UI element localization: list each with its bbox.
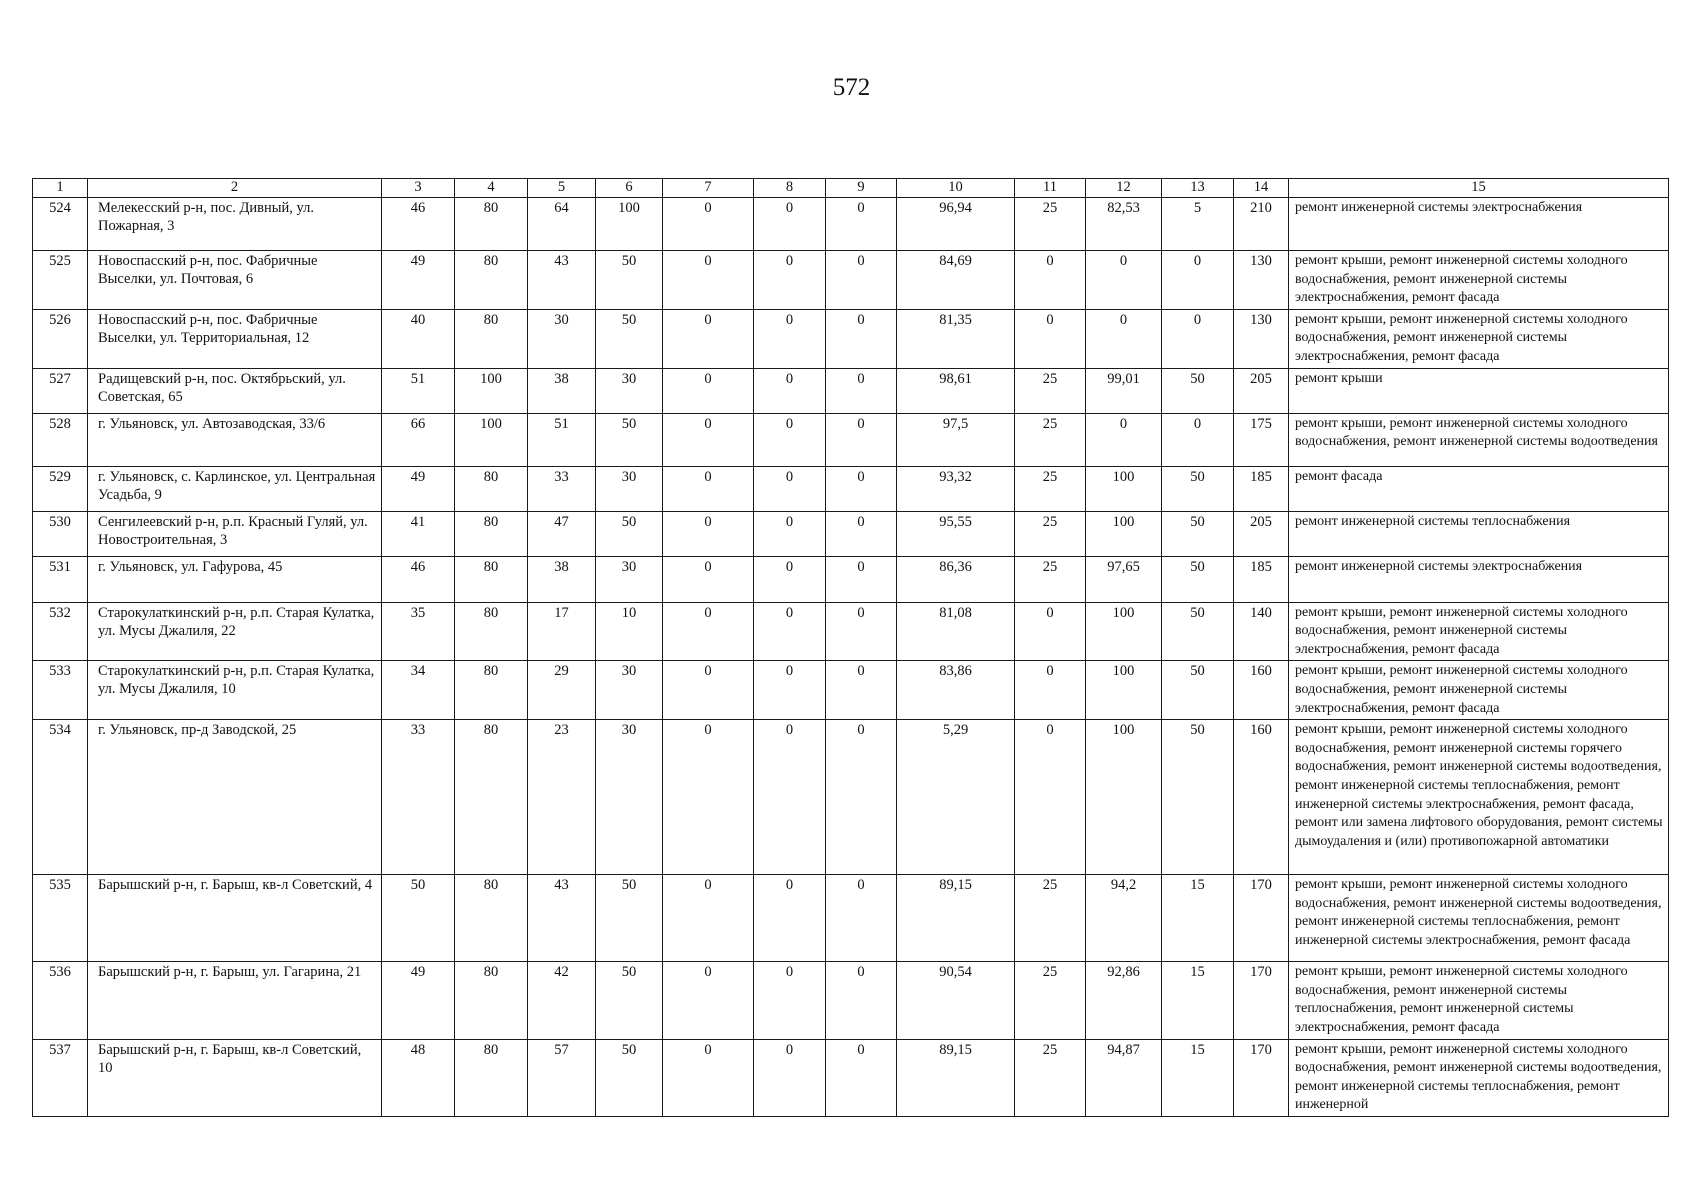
table-row (33, 511, 1669, 556)
value-cell-col-9: 0 (826, 1039, 897, 1116)
value-cell-col-3: 35 (382, 602, 455, 661)
value-cell-col-5: 38 (528, 556, 596, 602)
address-cell: Барышский р-н, г. Барыш, кв-л Советский, 10 (88, 1039, 382, 1116)
value-cell-col-4: 80 (455, 602, 528, 661)
address-cell: Радищевский р-н, пос. Октябрьский, ул. Советская, 65 (88, 368, 382, 413)
value-cell-col-13: 0 (1162, 309, 1234, 368)
value-cell-col-7: 0 (663, 368, 754, 413)
column-number-header: 7 (663, 179, 754, 198)
value-cell-col-12: 100 (1086, 466, 1162, 511)
table-row (33, 556, 1669, 602)
value-cell-col-13: 50 (1162, 511, 1234, 556)
works-list-cell: ремонт фасада (1289, 466, 1669, 511)
value-cell-col-12: 92,86 (1086, 962, 1162, 1039)
column-number-header: 13 (1162, 179, 1234, 198)
value-cell-col-3: 66 (382, 413, 455, 466)
value-cell-col-13: 15 (1162, 875, 1234, 962)
value-cell-col-3: 48 (382, 1039, 455, 1116)
table-row (33, 661, 1669, 720)
row-number-cell: 532 (33, 602, 88, 661)
value-cell-col-4: 80 (455, 1039, 528, 1116)
table-row (33, 1039, 1669, 1116)
column-number-header: 10 (897, 179, 1015, 198)
value-cell-col-13: 50 (1162, 602, 1234, 661)
value-cell-col-6: 50 (596, 413, 663, 466)
value-cell-col-10: 95,55 (897, 511, 1015, 556)
row-number-cell: 530 (33, 511, 88, 556)
value-cell-col-12: 0 (1086, 309, 1162, 368)
value-cell-col-3: 46 (382, 556, 455, 602)
value-cell-col-14: 140 (1234, 602, 1289, 661)
value-cell-col-11: 25 (1015, 198, 1086, 251)
column-number-header: 9 (826, 179, 897, 198)
works-list-cell: ремонт инженерной системы теплоснабжения (1289, 511, 1669, 556)
works-list-cell: ремонт крыши, ремонт инженерной системы холодного водоснабжения, ремонт инженерной системы электроснабжения, ремонт фасада (1289, 251, 1669, 310)
value-cell-col-3: 50 (382, 875, 455, 962)
value-cell-col-4: 100 (455, 368, 528, 413)
value-cell-col-11: 25 (1015, 556, 1086, 602)
table-row (33, 962, 1669, 1039)
column-number-header: 6 (596, 179, 663, 198)
value-cell-col-10: 86,36 (897, 556, 1015, 602)
column-number-header: 14 (1234, 179, 1289, 198)
value-cell-col-11: 0 (1015, 720, 1086, 875)
value-cell-col-11: 25 (1015, 875, 1086, 962)
value-cell-col-5: 23 (528, 720, 596, 875)
value-cell-col-7: 0 (663, 251, 754, 310)
row-number-cell: 526 (33, 309, 88, 368)
value-cell-col-5: 38 (528, 368, 596, 413)
value-cell-col-5: 33 (528, 466, 596, 511)
value-cell-col-12: 100 (1086, 661, 1162, 720)
value-cell-col-12: 94,87 (1086, 1039, 1162, 1116)
value-cell-col-9: 0 (826, 875, 897, 962)
table-row (33, 368, 1669, 413)
value-cell-col-14: 170 (1234, 875, 1289, 962)
value-cell-col-4: 100 (455, 413, 528, 466)
row-number-cell: 524 (33, 198, 88, 251)
value-cell-col-13: 50 (1162, 368, 1234, 413)
value-cell-col-5: 51 (528, 413, 596, 466)
value-cell-col-4: 80 (455, 556, 528, 602)
value-cell-col-5: 42 (528, 962, 596, 1039)
table-row (33, 602, 1669, 661)
value-cell-col-10: 83,86 (897, 661, 1015, 720)
value-cell-col-12: 100 (1086, 511, 1162, 556)
works-list-cell: ремонт крыши, ремонт инженерной системы холодного водоснабжения, ремонт инженерной системы электроснабжения, ремонт фасада (1289, 309, 1669, 368)
value-cell-col-7: 0 (663, 602, 754, 661)
value-cell-col-9: 0 (826, 368, 897, 413)
value-cell-col-9: 0 (826, 466, 897, 511)
row-number-cell: 531 (33, 556, 88, 602)
address-cell: г. Ульяновск, ул. Автозаводская, 33/6 (88, 413, 382, 466)
value-cell-col-6: 50 (596, 962, 663, 1039)
column-number-header: 4 (455, 179, 528, 198)
value-cell-col-7: 0 (663, 962, 754, 1039)
value-cell-col-9: 0 (826, 720, 897, 875)
works-list-cell: ремонт крыши, ремонт инженерной системы холодного водоснабжения, ремонт инженерной системы водоотведения (1289, 413, 1669, 466)
value-cell-col-11: 0 (1015, 309, 1086, 368)
value-cell-col-9: 0 (826, 251, 897, 310)
value-cell-col-8: 0 (754, 720, 826, 875)
value-cell-col-12: 97,65 (1086, 556, 1162, 602)
address-cell: г. Ульяновск, с. Карлинское, ул. Центральная Усадьба, 9 (88, 466, 382, 511)
value-cell-col-8: 0 (754, 251, 826, 310)
works-list-cell: ремонт инженерной системы электроснабжения (1289, 198, 1669, 251)
value-cell-col-14: 205 (1234, 368, 1289, 413)
value-cell-col-4: 80 (455, 875, 528, 962)
row-number-cell: 537 (33, 1039, 88, 1116)
value-cell-col-6: 10 (596, 602, 663, 661)
column-number-header: 12 (1086, 179, 1162, 198)
value-cell-col-8: 0 (754, 1039, 826, 1116)
value-cell-col-3: 40 (382, 309, 455, 368)
row-number-cell: 525 (33, 251, 88, 310)
value-cell-col-8: 0 (754, 962, 826, 1039)
value-cell-col-5: 43 (528, 875, 596, 962)
column-number-header: 15 (1289, 179, 1669, 198)
value-cell-col-4: 80 (455, 720, 528, 875)
value-cell-col-11: 25 (1015, 368, 1086, 413)
value-cell-col-3: 49 (382, 962, 455, 1039)
value-cell-col-6: 30 (596, 720, 663, 875)
table-row (33, 309, 1669, 368)
row-number-cell: 527 (33, 368, 88, 413)
column-number-header: 8 (754, 179, 826, 198)
column-number-header: 2 (88, 179, 382, 198)
value-cell-col-3: 49 (382, 466, 455, 511)
value-cell-col-5: 29 (528, 661, 596, 720)
value-cell-col-8: 0 (754, 602, 826, 661)
address-cell: Новоспасский р-н, пос. Фабричные Выселки, ул. Почтовая, 6 (88, 251, 382, 310)
value-cell-col-10: 98,61 (897, 368, 1015, 413)
value-cell-col-14: 130 (1234, 309, 1289, 368)
value-cell-col-14: 160 (1234, 720, 1289, 875)
value-cell-col-8: 0 (754, 466, 826, 511)
address-cell: Барышский р-н, г. Барыш, кв-л Советский, 4 (88, 875, 382, 962)
value-cell-col-10: 81,08 (897, 602, 1015, 661)
value-cell-col-5: 17 (528, 602, 596, 661)
value-cell-col-11: 0 (1015, 661, 1086, 720)
value-cell-col-12: 99,01 (1086, 368, 1162, 413)
value-cell-col-13: 50 (1162, 661, 1234, 720)
value-cell-col-12: 100 (1086, 602, 1162, 661)
value-cell-col-6: 30 (596, 661, 663, 720)
value-cell-col-9: 0 (826, 413, 897, 466)
value-cell-col-14: 205 (1234, 511, 1289, 556)
value-cell-col-5: 47 (528, 511, 596, 556)
value-cell-col-4: 80 (455, 251, 528, 310)
value-cell-col-14: 130 (1234, 251, 1289, 310)
value-cell-col-14: 170 (1234, 962, 1289, 1039)
value-cell-col-6: 50 (596, 875, 663, 962)
value-cell-col-10: 5,29 (897, 720, 1015, 875)
value-cell-col-12: 0 (1086, 251, 1162, 310)
value-cell-col-14: 170 (1234, 1039, 1289, 1116)
value-cell-col-7: 0 (663, 511, 754, 556)
value-cell-col-7: 0 (663, 1039, 754, 1116)
value-cell-col-11: 0 (1015, 602, 1086, 661)
value-cell-col-12: 94,2 (1086, 875, 1162, 962)
value-cell-col-9: 0 (826, 962, 897, 1039)
value-cell-col-8: 0 (754, 661, 826, 720)
value-cell-col-4: 80 (455, 511, 528, 556)
value-cell-col-8: 0 (754, 309, 826, 368)
works-list-cell: ремонт крыши, ремонт инженерной системы холодного водоснабжения, ремонт инженерной системы водоотведения, ремонт инженерной системы теплоснабжения, ремонт инженерной системы электроснабжения, ремонт фасада (1289, 875, 1669, 962)
value-cell-col-7: 0 (663, 556, 754, 602)
value-cell-col-10: 89,15 (897, 875, 1015, 962)
address-cell: Мелекесский р-н, пос. Дивный, ул. Пожарная, 3 (88, 198, 382, 251)
value-cell-col-10: 90,54 (897, 962, 1015, 1039)
value-cell-col-7: 0 (663, 198, 754, 251)
value-cell-col-9: 0 (826, 602, 897, 661)
value-cell-col-13: 50 (1162, 466, 1234, 511)
value-cell-col-7: 0 (663, 466, 754, 511)
value-cell-col-6: 100 (596, 198, 663, 251)
value-cell-col-7: 0 (663, 720, 754, 875)
value-cell-col-13: 15 (1162, 1039, 1234, 1116)
value-cell-col-10: 96,94 (897, 198, 1015, 251)
works-list-cell: ремонт инженерной системы электроснабжения (1289, 556, 1669, 602)
address-cell: Барышский р-н, г. Барыш, ул. Гагарина, 21 (88, 962, 382, 1039)
value-cell-col-6: 50 (596, 511, 663, 556)
works-list-cell: ремонт крыши, ремонт инженерной системы холодного водоснабжения, ремонт инженерной системы горячего водоснабжения, ремонт инженерной системы водоотведения, ремонт инженерной системы теплоснабжения, ремонт инженерной системы электроснабжения, ремонт фасада, ремонт или замена лифтового оборудования, ремонт системы дымоудаления и (или) противопожарной автоматики (1289, 720, 1669, 875)
row-number-cell: 533 (33, 661, 88, 720)
value-cell-col-9: 0 (826, 556, 897, 602)
value-cell-col-6: 50 (596, 1039, 663, 1116)
value-cell-col-14: 185 (1234, 556, 1289, 602)
value-cell-col-14: 185 (1234, 466, 1289, 511)
row-number-cell: 534 (33, 720, 88, 875)
value-cell-col-7: 0 (663, 875, 754, 962)
value-cell-col-8: 0 (754, 413, 826, 466)
works-list-cell: ремонт крыши, ремонт инженерной системы холодного водоснабжения, ремонт инженерной системы водоотведения, ремонт инженерной системы теплоснабжения, ремонт инженерной (1289, 1039, 1669, 1116)
value-cell-col-3: 41 (382, 511, 455, 556)
value-cell-col-4: 80 (455, 309, 528, 368)
table-row (33, 720, 1669, 875)
value-cell-col-13: 50 (1162, 720, 1234, 875)
column-number-row (33, 179, 1669, 198)
value-cell-col-11: 25 (1015, 466, 1086, 511)
address-cell: Новоспасский р-н, пос. Фабричные Выселки, ул. Территориальная, 12 (88, 309, 382, 368)
value-cell-col-10: 97,5 (897, 413, 1015, 466)
value-cell-col-12: 0 (1086, 413, 1162, 466)
value-cell-col-3: 46 (382, 198, 455, 251)
value-cell-col-14: 160 (1234, 661, 1289, 720)
value-cell-col-7: 0 (663, 413, 754, 466)
value-cell-col-9: 0 (826, 511, 897, 556)
value-cell-col-4: 80 (455, 661, 528, 720)
column-number-header: 3 (382, 179, 455, 198)
works-list-cell: ремонт крыши, ремонт инженерной системы холодного водоснабжения, ремонт инженерной системы электроснабжения, ремонт фасада (1289, 661, 1669, 720)
value-cell-col-9: 0 (826, 309, 897, 368)
value-cell-col-9: 0 (826, 198, 897, 251)
value-cell-col-8: 0 (754, 875, 826, 962)
value-cell-col-13: 5 (1162, 198, 1234, 251)
value-cell-col-6: 30 (596, 556, 663, 602)
address-cell: Сенгилеевский р-н, р.п. Красный Гуляй, ул. Новостроительная, 3 (88, 511, 382, 556)
table-row (33, 413, 1669, 466)
value-cell-col-9: 0 (826, 661, 897, 720)
value-cell-col-7: 0 (663, 661, 754, 720)
value-cell-col-11: 25 (1015, 511, 1086, 556)
table-row (33, 466, 1669, 511)
value-cell-col-10: 93,32 (897, 466, 1015, 511)
value-cell-col-14: 210 (1234, 198, 1289, 251)
address-cell: Старокулаткинский р-н, р.п. Старая Кулатка, ул. Мусы Джалиля, 10 (88, 661, 382, 720)
row-number-cell: 535 (33, 875, 88, 962)
column-number-header: 1 (33, 179, 88, 198)
value-cell-col-7: 0 (663, 309, 754, 368)
address-cell: г. Ульяновск, пр-д Заводской, 25 (88, 720, 382, 875)
value-cell-col-13: 15 (1162, 962, 1234, 1039)
value-cell-col-6: 30 (596, 368, 663, 413)
value-cell-col-8: 0 (754, 368, 826, 413)
value-cell-col-6: 50 (596, 251, 663, 310)
value-cell-col-4: 80 (455, 198, 528, 251)
table-row (33, 198, 1669, 251)
value-cell-col-4: 80 (455, 962, 528, 1039)
table-row (33, 251, 1669, 310)
value-cell-col-3: 34 (382, 661, 455, 720)
value-cell-col-8: 0 (754, 556, 826, 602)
value-cell-col-3: 33 (382, 720, 455, 875)
value-cell-col-11: 25 (1015, 962, 1086, 1039)
value-cell-col-13: 0 (1162, 413, 1234, 466)
value-cell-col-5: 57 (528, 1039, 596, 1116)
value-cell-col-10: 81,35 (897, 309, 1015, 368)
row-number-cell: 529 (33, 466, 88, 511)
value-cell-col-12: 100 (1086, 720, 1162, 875)
page-number: 572 (832, 74, 871, 101)
value-cell-col-5: 64 (528, 198, 596, 251)
row-number-cell: 528 (33, 413, 88, 466)
value-cell-col-12: 82,53 (1086, 198, 1162, 251)
value-cell-col-8: 0 (754, 511, 826, 556)
repair-registry-table (32, 178, 1669, 1117)
column-number-header: 5 (528, 179, 596, 198)
value-cell-col-8: 0 (754, 198, 826, 251)
value-cell-col-4: 80 (455, 466, 528, 511)
value-cell-col-3: 51 (382, 368, 455, 413)
row-number-cell: 536 (33, 962, 88, 1039)
value-cell-col-11: 0 (1015, 251, 1086, 310)
value-cell-col-3: 49 (382, 251, 455, 310)
address-cell: Старокулаткинский р-н, р.п. Старая Кулатка, ул. Мусы Джалиля, 22 (88, 602, 382, 661)
works-list-cell: ремонт крыши, ремонт инженерной системы холодного водоснабжения, ремонт инженерной системы электроснабжения, ремонт фасада (1289, 602, 1669, 661)
value-cell-col-11: 25 (1015, 1039, 1086, 1116)
value-cell-col-13: 50 (1162, 556, 1234, 602)
value-cell-col-5: 43 (528, 251, 596, 310)
works-list-cell: ремонт крыши (1289, 368, 1669, 413)
value-cell-col-10: 84,69 (897, 251, 1015, 310)
column-number-header: 11 (1015, 179, 1086, 198)
table-body (33, 198, 1669, 1117)
table-row (33, 875, 1669, 962)
value-cell-col-14: 175 (1234, 413, 1289, 466)
value-cell-col-6: 30 (596, 466, 663, 511)
value-cell-col-5: 30 (528, 309, 596, 368)
address-cell: г. Ульяновск, ул. Гафурова, 45 (88, 556, 382, 602)
works-list-cell: ремонт крыши, ремонт инженерной системы холодного водоснабжения, ремонт инженерной системы теплоснабжения, ремонт инженерной системы электроснабжения, ремонт фасада (1289, 962, 1669, 1039)
value-cell-col-11: 25 (1015, 413, 1086, 466)
value-cell-col-13: 0 (1162, 251, 1234, 310)
value-cell-col-6: 50 (596, 309, 663, 368)
value-cell-col-10: 89,15 (897, 1039, 1015, 1116)
